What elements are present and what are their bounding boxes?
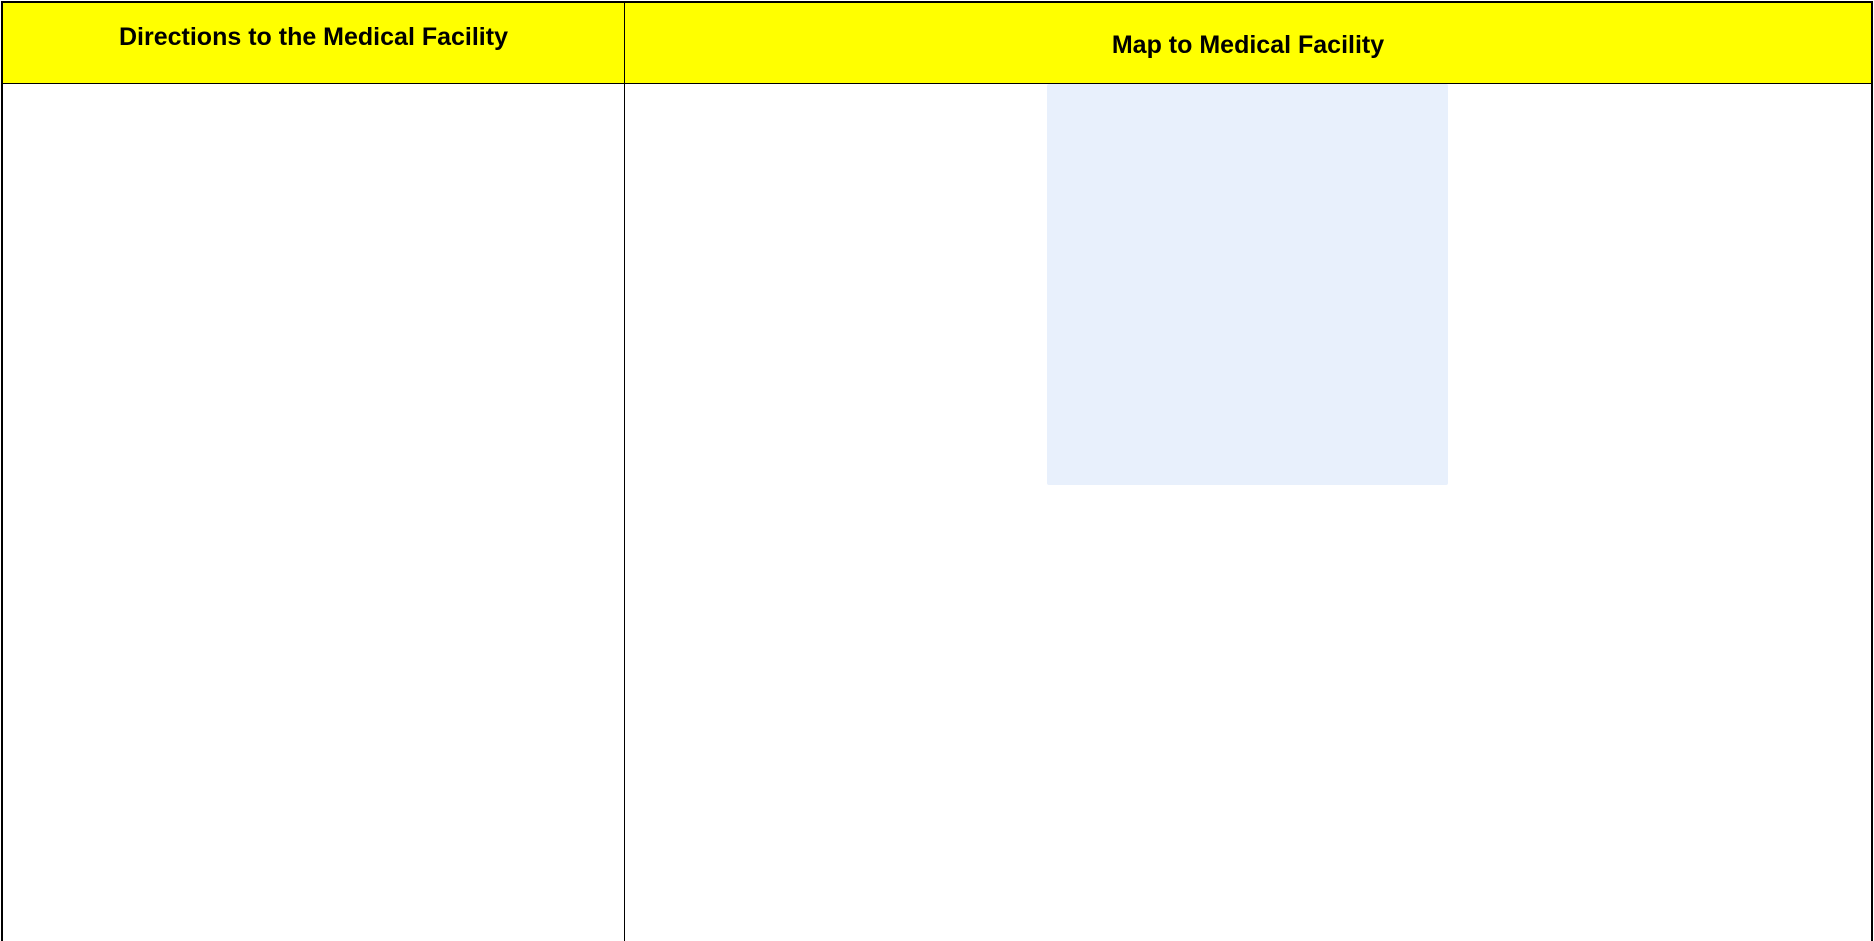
map-header-cell <box>624 1 1873 84</box>
map-header: Map to Medical Facility <box>1111 31 1385 59</box>
directions-header-cell <box>1 1 625 84</box>
directions-header: Directions to the Medical Facility <box>119 23 508 51</box>
directions-body-cell[interactable] <box>1 83 625 941</box>
map-image-placeholder <box>1047 84 1448 485</box>
